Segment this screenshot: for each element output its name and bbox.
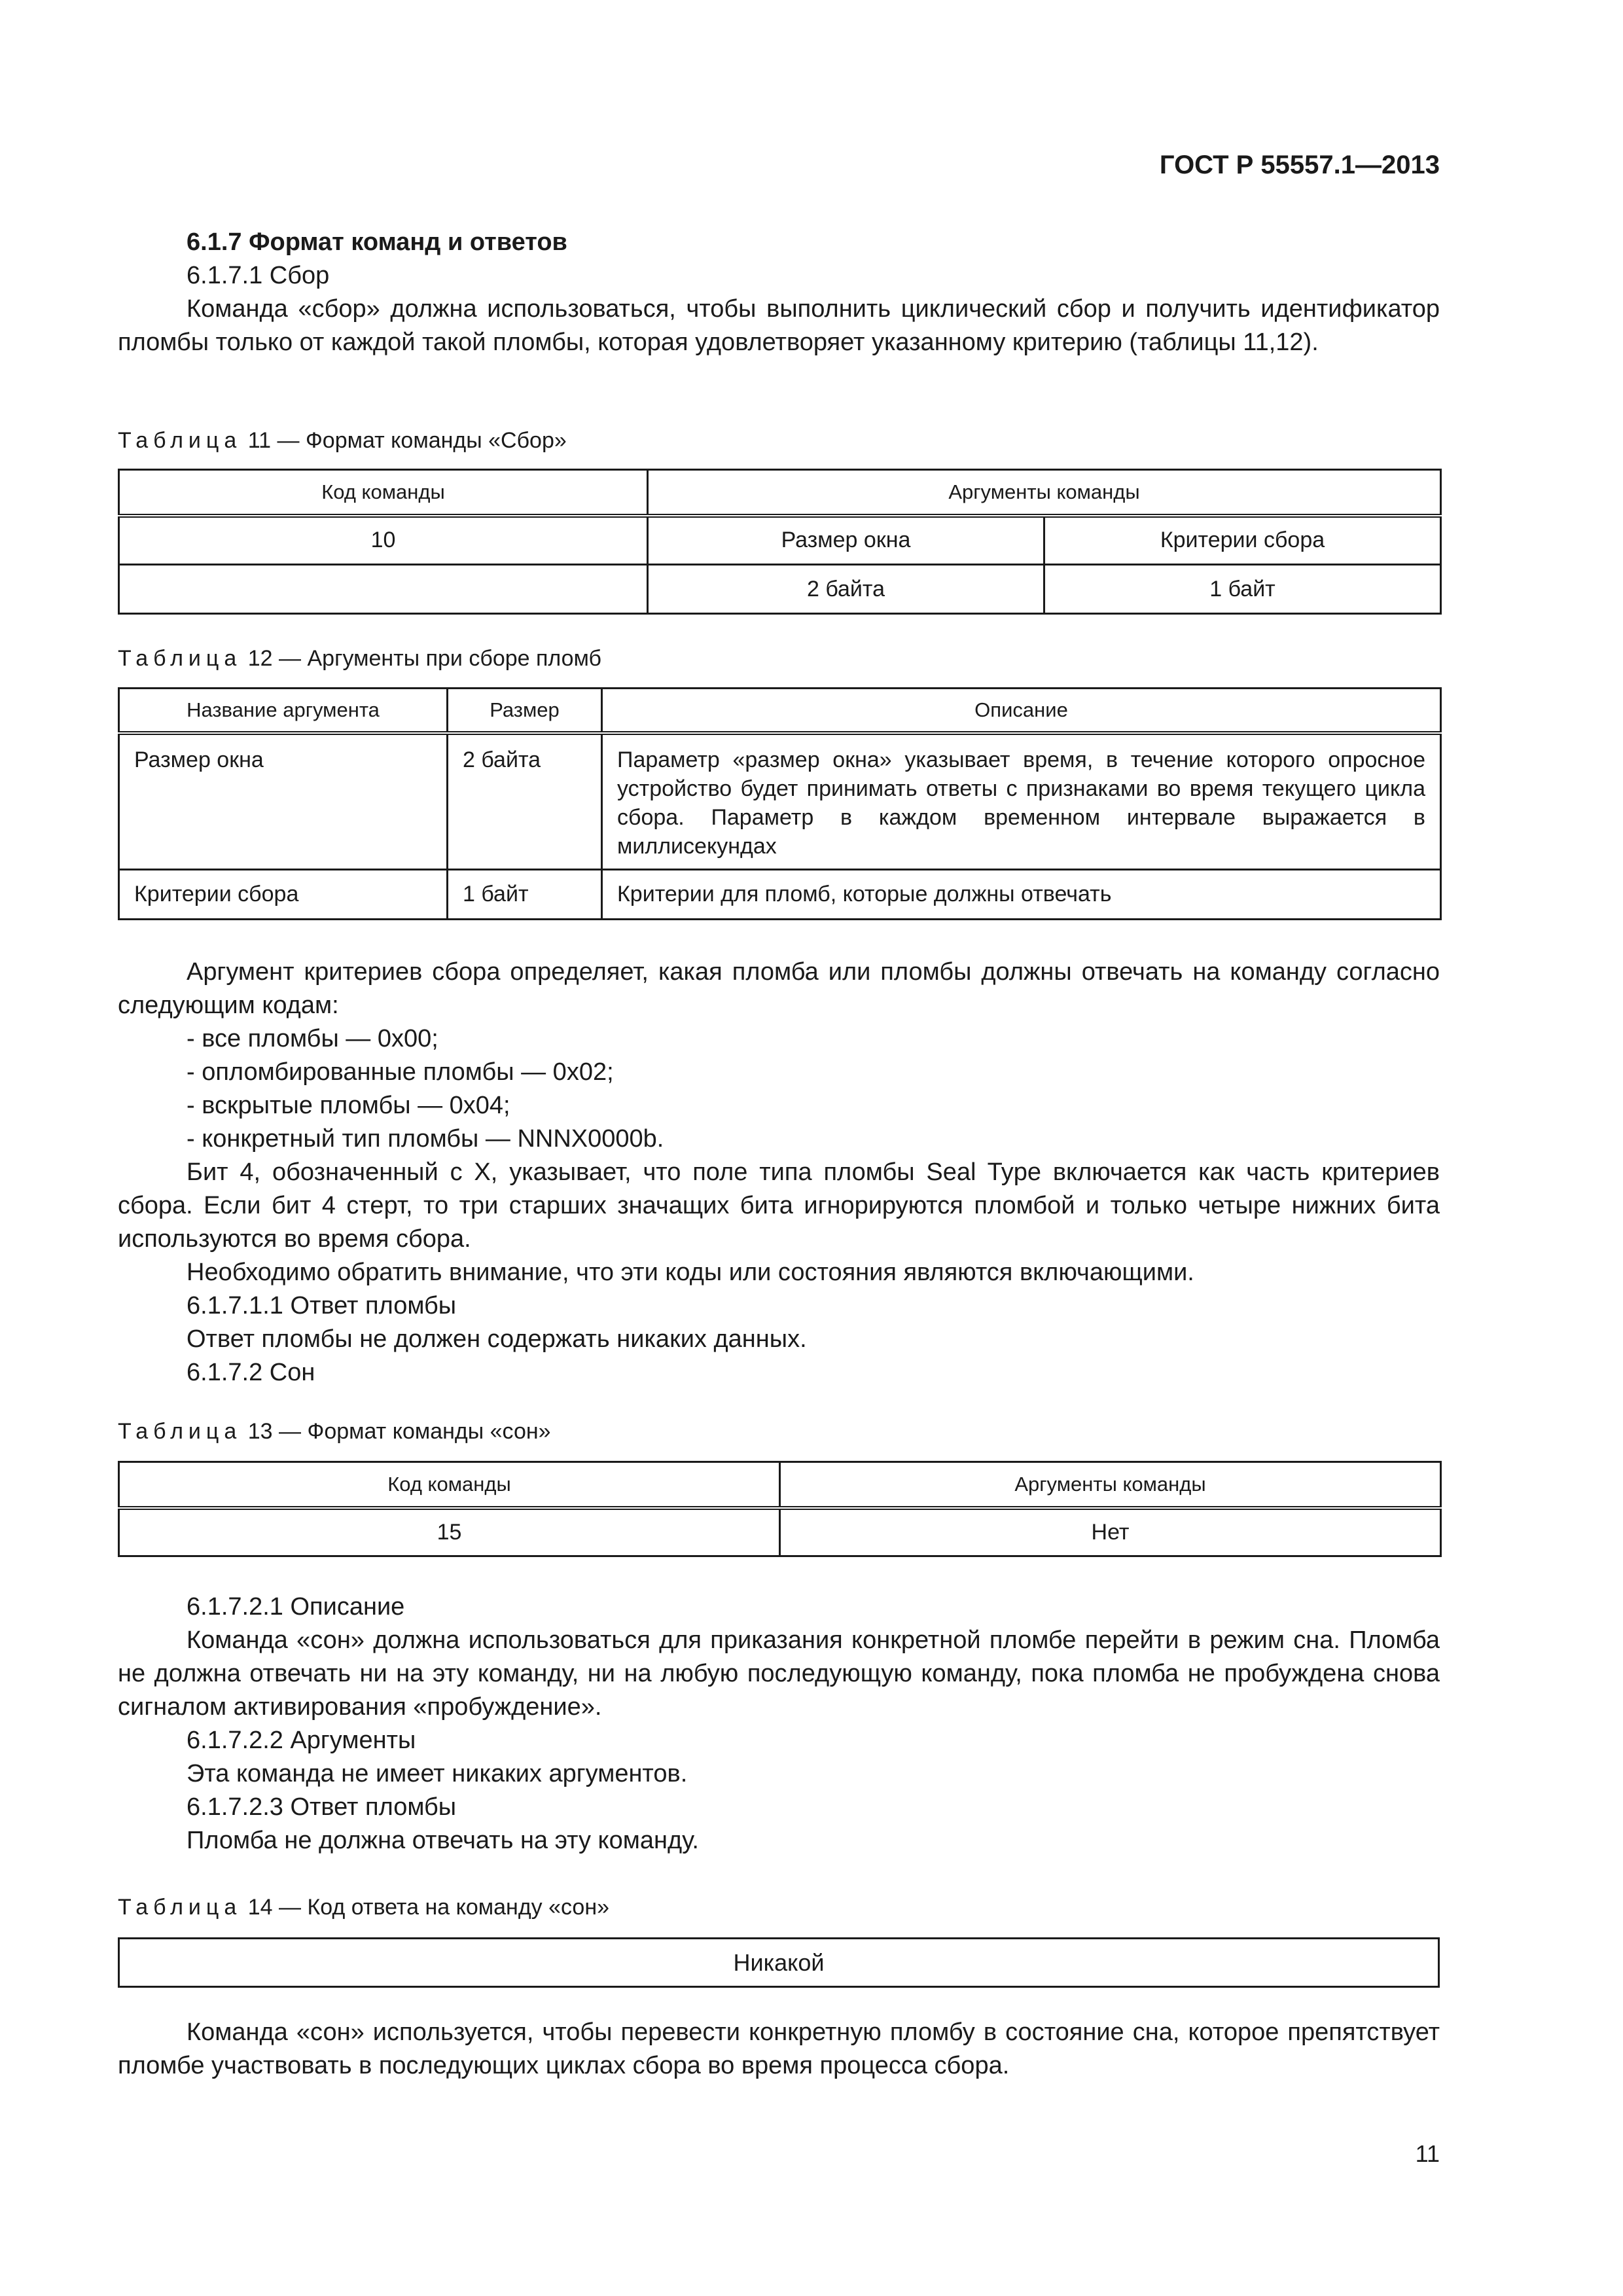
cell-value: Никакой bbox=[119, 1939, 1439, 1987]
cell-arg-criteria: Критерии сбора bbox=[1044, 516, 1441, 565]
paragraph: Бит 4, обозначенный с X, указывает, что поле типа пломбы Seal Type включается как часть критериев сбора. Если бит 4 стерт, то три старших значащих бита игнорируются пломбой и только четыре нижних бита используются во время сбора. bbox=[118, 1158, 1440, 1253]
caption-text: 14 — Код ответа на команду «сон» bbox=[247, 1895, 609, 1920]
page-number: 11 bbox=[1415, 2140, 1440, 2167]
document-id: ГОСТ Р 55557.1—2013 bbox=[1159, 151, 1440, 179]
paragraph: Команда «сбор» должна использоваться, чтобы выполнить циклический сбор и получить идентификатор пломбы только от каждой такой пломбы, которая удовлетворяет указанному критерию (таблицы 11,12). bbox=[118, 295, 1440, 356]
caption-label: Таблица bbox=[118, 646, 242, 671]
table-13 bbox=[118, 1461, 1442, 1557]
subsection-heading: 6.1.7.2.3 Ответ пломбы bbox=[187, 1793, 457, 1821]
cell-size-criteria: 1 байт bbox=[1044, 565, 1441, 614]
cell-arg-window: Размер окна bbox=[648, 516, 1044, 565]
cell-code: 10 bbox=[119, 516, 648, 565]
cell-desc: Критерии для пломб, которые должны отвечать bbox=[602, 869, 1441, 919]
table-14 bbox=[118, 1937, 1440, 1988]
caption-text: 13 — Формат команды «сон» bbox=[247, 1419, 551, 1444]
cell-empty bbox=[119, 565, 648, 614]
cell-name: Критерии сбора bbox=[119, 869, 448, 919]
table-header-row bbox=[119, 689, 1441, 733]
caption-label: Таблица bbox=[118, 428, 242, 453]
header-cell-desc: Описание bbox=[602, 689, 1441, 733]
cell-size-window: 2 байта bbox=[648, 565, 1044, 614]
subsection-heading: 6.1.7.1 Сбор bbox=[187, 262, 330, 289]
header-cell-code: Код команды bbox=[119, 1462, 780, 1508]
criteria-section bbox=[118, 956, 1440, 1390]
cell-size: 1 байт bbox=[448, 869, 602, 919]
header-cell-code: Код команды bbox=[119, 470, 648, 516]
caption-label: Таблица bbox=[118, 1895, 242, 1920]
subsection-heading: 6.1.7.2.2 Аргументы bbox=[187, 1727, 416, 1754]
subsection-heading: 6.1.7.1.1 Ответ пломбы bbox=[187, 1292, 457, 1319]
caption-text: 11 — Формат команды «Сбор» bbox=[247, 428, 567, 453]
cell-name: Размер окна bbox=[119, 733, 448, 870]
paragraph: Команда «сон» используется, чтобы перевести конкретную пломбу в состояние сна, которое препятствует пломбе участвовать в последующих циклах сбора во время процесса сбора. bbox=[118, 2018, 1440, 2079]
cell-args: Нет bbox=[780, 1508, 1441, 1556]
paragraph: Аргумент критериев сбора определяет, какая пломба или пломбы должны отвечать на команду согласно следующим кодам: bbox=[118, 958, 1440, 1019]
table-12-caption bbox=[118, 645, 601, 672]
cell-code: 15 bbox=[119, 1508, 780, 1556]
table-row bbox=[119, 1508, 1441, 1556]
table-row bbox=[119, 869, 1441, 919]
header-cell-name: Название аргумента bbox=[119, 689, 448, 733]
list-item: - конкретный тип пломбы — NNNX0000b. bbox=[187, 1125, 664, 1153]
table-header-row bbox=[119, 470, 1441, 516]
table-row bbox=[119, 516, 1441, 565]
table-row bbox=[119, 733, 1441, 870]
list-item: - вскрытые пломбы — 0x04; bbox=[187, 1092, 510, 1119]
table-11-caption bbox=[118, 427, 567, 454]
paragraph: Пломба не должна отвечать на эту команду. bbox=[187, 1827, 699, 1854]
paragraph: Необходимо обратить внимание, что эти коды или состояния являются включающими. bbox=[187, 1259, 1194, 1286]
paragraph: Ответ пломбы не должен содержать никаких данных. bbox=[187, 1325, 807, 1353]
final-section bbox=[118, 2016, 1440, 2083]
cell-size: 2 байта bbox=[448, 733, 602, 870]
table-row bbox=[119, 1939, 1439, 1987]
section-heading: 6.1.7 Формат команд и ответов bbox=[187, 228, 567, 256]
sleep-section bbox=[118, 1590, 1440, 1857]
table-row bbox=[119, 565, 1441, 614]
caption-text: 12 — Аргументы при сборе пломб bbox=[247, 646, 602, 671]
table-13-caption bbox=[118, 1418, 551, 1445]
paragraph: Эта команда не имеет никаких аргументов. bbox=[187, 1760, 688, 1787]
table-11 bbox=[118, 469, 1442, 615]
paragraph: Команда «сон» должна использоваться для приказания конкретной пломбе перейти в режим сна. Пломба не должна отвечать ни на эту команду, ни на любую последующую команду, пока пломба не пробуждена снова сигналом активирования «пробуждение». bbox=[118, 1626, 1440, 1721]
header-cell-args: Аргументы команды bbox=[648, 470, 1441, 516]
cell-desc: Параметр «размер окна» указывает время, в течение которого опросное устройство будет принимать ответы с признаками во время текущего цикла сбора. Параметр в каждом временном интервале выражается в миллисекундах bbox=[602, 733, 1441, 870]
section-6-1-7 bbox=[118, 226, 1440, 359]
header-cell-args: Аргументы команды bbox=[780, 1462, 1441, 1508]
table-12 bbox=[118, 687, 1442, 920]
list-item: - опломбированные пломбы — 0x02; bbox=[187, 1058, 614, 1086]
header-cell-size: Размер bbox=[448, 689, 602, 733]
subsection-heading: 6.1.7.2.1 Описание bbox=[187, 1593, 405, 1621]
table-header-row bbox=[119, 1462, 1441, 1508]
table-14-caption bbox=[118, 1893, 609, 1921]
subsection-heading: 6.1.7.2 Сон bbox=[187, 1359, 315, 1386]
list-item: - все пломбы — 0x00; bbox=[187, 1025, 438, 1052]
caption-label: Таблица bbox=[118, 1419, 242, 1444]
